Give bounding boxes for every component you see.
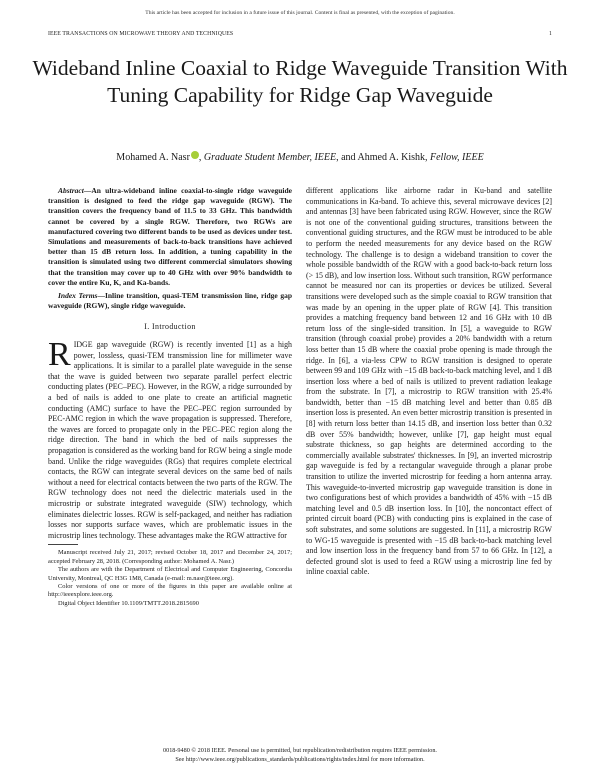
journal-name: IEEE TRANSACTIONS ON MICROWAVE THEORY AND TECHNIQUES	[48, 31, 234, 37]
author-line: Mohamed A. Nasr , Graduate Student Member, IEEE, and Ahmed A. Kishk, Fellow, IEEE	[116, 152, 484, 163]
author-name: Ahmed A. Kishk	[357, 152, 425, 163]
abstract	[48, 186, 292, 288]
footnote-color: Color versions of one or more of the figures in this paper are available online at http://ieeexplore.ieee.org.	[48, 582, 292, 599]
running-head	[48, 31, 552, 37]
section-heading: I. Introduction	[144, 322, 196, 332]
orcid-icon[interactable]	[191, 151, 199, 159]
author-role: Graduate Student Member, IEEE	[203, 152, 337, 163]
acceptance-notice: This article has been accepted for inclusion in a future issue of this journal. Content is final as presented, with the exception of pagination.	[145, 10, 455, 16]
copyright-notice	[0, 747, 600, 764]
drop-cap: R	[48, 336, 71, 374]
copyright-line-2: See http://www.ieee.org/publications_standards/publications/rights/index.html for more information.	[175, 755, 425, 763]
abstract-label: Abstract—	[58, 186, 92, 195]
intro-paragraph: IDGE gap waveguide (RGW) is recently invented [1] as a high power, lossless, quasi-TEM transmission line for millimeter wave applications. It is similar to a parallel plate waveguide in the sense that the wave is guided between two separate parallel perfect electric conducting plates (PEC–PEC). However, in the RGW, a ridge surrounded by a bed of nails is added to one plate to create an artificial magnetic conducting (AMC) surface to have the PEC–PEC region surrounded by PEC-AMC region in which the wave propagation is suppressed. Therefore, the waves are forced to propagate only in the PEC–PEC region along the ridge direction. The band in which the bed of nails suppresses the propagation is considered as the working band for RGW being a single mode band. Unlike the ridge waveguides (RGs) that requires complete electrical contacts, the RGW can integrate several devices on the same bed of nails without a need for electrical contacts between the two parts of the RGW. The RGW technology does not need the dielectric materials used in the microstrip or substrate integrated waveguide (SIW) technology, which eliminates dielectric losses. RGW is self-packaged, and neither has radiation losses nor supports surface waves, which are problematic issues in the microstrip lines technology. These advantages make the RGW attractive for	[48, 340, 292, 540]
footnote-affiliation: The authors are with the Department of Electrical and Computer Engineering, Concordia University, Montreal, QC H3G 1M8, Canada (e-mail: m.nasr@ieee.org).	[48, 566, 292, 582]
index-terms-label: Index Terms—	[58, 291, 105, 301]
abstract-text: An ultra-wideband inline coaxial-to-single ridge waveguide transition is designed to feed the ridge gap waveguide (RGW). The transition covers the frequency band of 11.5 to 33 GHz. This bandwidth cannot be covered by a single RGW. Therefore, two RGWs are manufactured covering two different bands to be used as devices under test. Simulations and measurements of back-to-back transitions have achieved better than 15 dB return loss. In addition, a tuning capability in the transition is simulated using two different commercial simulators showing that the transition may cover up to 40 GHz with over 90% bandwidth to cover the entire Ku, K, and Ka-bands.	[48, 186, 292, 287]
author-joiner: , and	[336, 152, 358, 163]
footnotes	[48, 549, 292, 608]
right-column-paragraph: different applications like airborne radar in Ku-band and satellite communications in Ka-band. To achieve this, several microwave devices [2] and antennas [3] have been fabricated using RGW. However, since the RGW is not one of the conventional guiding structures, transitions between the conventional guiding structures, and the RGW must be introduced to be able to perform the needed measurements for any device based on the RGW technology. The challenge is to design a wideband transition to cover the whole possible bandwidth of the RGW with a good back-to-back return loss (> 15 dB), and low insertion loss. Without such transition, RGW performance cannot be measured nor can its properties or devices be utilized. Several transitions were developed such as the simple coaxial to RGW transition that was made by an opening in the upper plate of RGW [4]. This transition provides a matching frequency band between 12 and 16 GHz with 10 dB return loss of the single-sided transition. In [5], a waveguide to RGW transition (through coaxial probe) provides a 20% bandwidth with a return loss better than 15 dB where the coaxial probe opening is made through the ridge. In [6], a via-less CPW to RGW transition is designed to operate between 99 and 109 GHz with −15 dB back-to-back matching level, and 1 dB insertion loss where a bed of nails is utilized to prevent radiation leakage from the substrate. In [7], a microstrip to RGW transition with 25.4% bandwidth, better than −15 dB matching level and better than 0.85 dB insertion loss is presented. An even better microstrip transition is presented in [8] with return loss better than 14.15 dB, and insertion loss better than 0.32 dB over 55% bandwidth; however, unlike [7], gap height must equal substrate thickness, so gap heights are determined according to the commercially available substrates' thicknesses. In [9], an inverted microstrip gap waveguide is fed by a rectangular waveguide through a planar probe transition to utilize the inverted microstrip for feeding a horn antenna array. This waveguide-to-inverted microstrip gap waveguide transition is done in two configurations best of which provides a bandwidth of 45% with −15 dB matching level and 0.5 dB insertion loss. In [10], the noncontact effect of printed circuit board (PCB) with conducting pins is explained in the case of soft substrates, and some solutions are suggested. In [11], a microstrip RGW to WG-15 waveguide is presented with −15 dB back-to-back matching level and low insertion loss in the frequency band from 57 to 66 GHz. In [12], a defected ground slot is used to feed a RGW using a microstrip line fed by inline coaxial cable.	[306, 186, 552, 577]
index-terms	[48, 291, 292, 311]
index-terms-text: Inline transition, quasi-TEM transmission line, ridge gap waveguide (RGW), single ridge waveguide.	[48, 291, 293, 311]
introduction-body	[48, 336, 292, 541]
paper-title: Wideband Inline Coaxial to Ridge Waveguide Transition With Tuning Capability for Ridge Gap Waveguide	[32, 56, 568, 107]
page-number: 1	[549, 31, 552, 37]
footnote-received: Manuscript received July 21, 2017; revised October 18, 2017 and December 24, 2017; accepted February 28, 2018. (Corresponding author: Mohamed A. Nasr.)	[48, 549, 292, 565]
copyright-line-1: 0018-9480 © 2018 IEEE. Personal use is permitted, but republication/redistribution requires IEEE permission.	[163, 747, 437, 754]
left-column	[48, 186, 292, 608]
footnote-divider	[48, 544, 78, 545]
right-column	[306, 186, 552, 578]
footnote-doi: Digital Object Identifier 10.1109/TMTT.2018.2815690	[58, 599, 199, 607]
author-role: Fellow, IEEE	[430, 152, 484, 163]
author-name: Mohamed A. Nasr	[116, 152, 190, 163]
